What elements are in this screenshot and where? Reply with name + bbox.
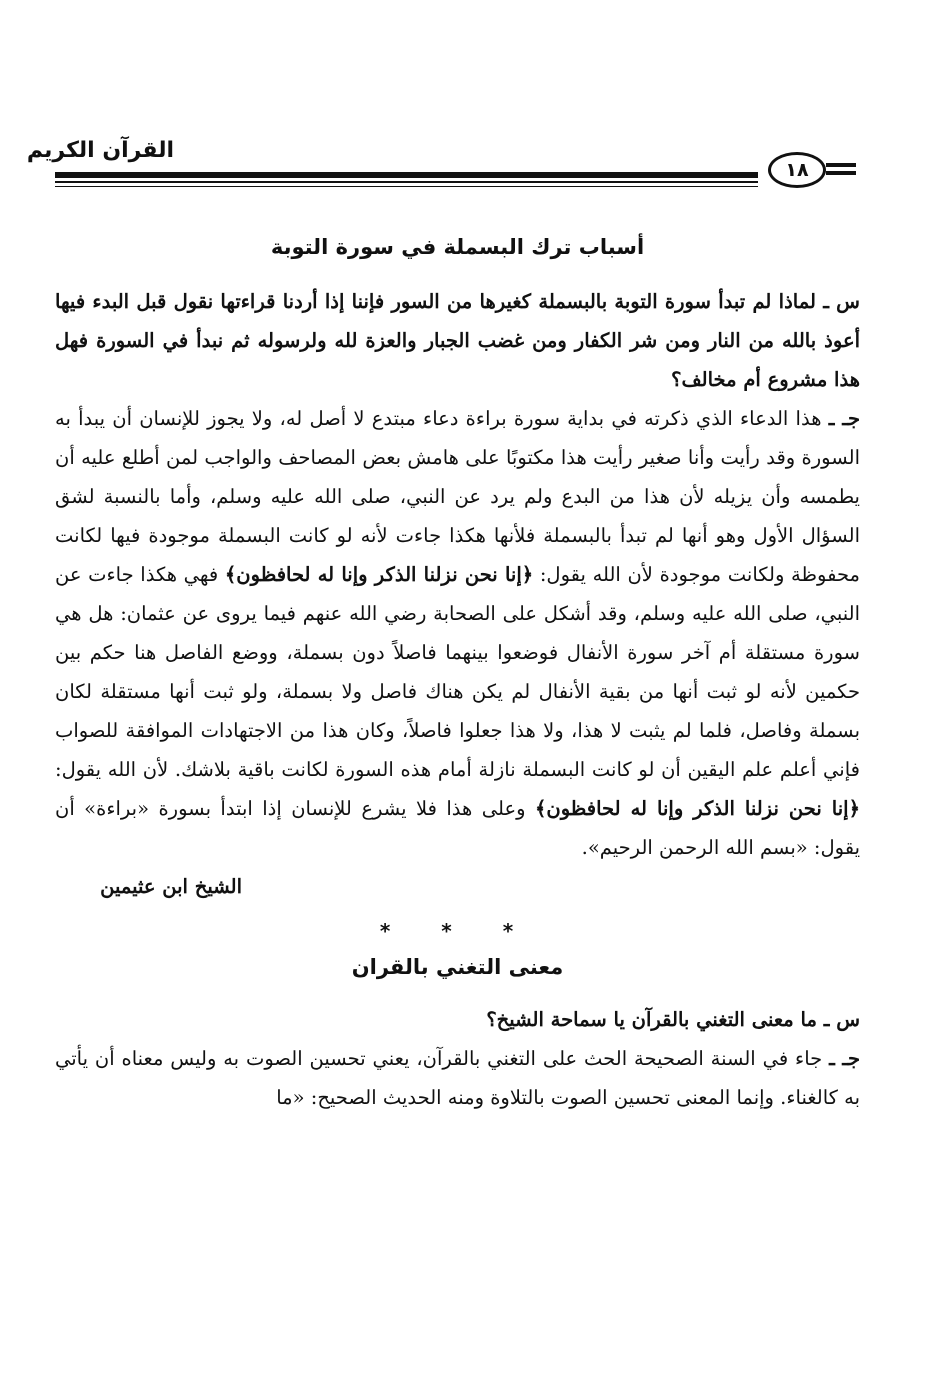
section-heading-basmala: أسباب ترك البسملة في سورة التوبة [270, 235, 645, 259]
running-header-title: القرآن الكريم [26, 138, 174, 163]
answer-paragraph [55, 1039, 860, 1117]
header-rule-thin [55, 181, 758, 183]
question-paragraph [55, 282, 860, 399]
page-number: ١٨ [768, 152, 826, 188]
section-separator: * * * [379, 919, 536, 943]
section-heading-taghanni: معنى التغني بالقران [351, 955, 564, 979]
answer-paragraph [55, 399, 860, 867]
page-number-ornament-upper [826, 163, 856, 167]
answer-marker: جـ ـ [828, 407, 861, 430]
question-marker: س ـ [823, 290, 860, 313]
question-text: ما معنى التغني بالقرآن يا سماحة الشيخ؟ [486, 1008, 817, 1031]
header-rule-thin-lower [55, 186, 758, 187]
answer-signature: الشيخ ابن عثيمين [100, 875, 242, 898]
answer-marker: جـ ـ [829, 1047, 861, 1070]
answer-text-part-3: وعلى هذا فلا يشرع للإنسان إذا ابتدأ بسورة «براءة» أن يقول: «بسم الله الرحمن الرحيم». [55, 797, 860, 859]
page-content [55, 232, 860, 1117]
quran-verse: ﴿إنا نحن نزلنا الذكر وإنا له لحافظون﴾ [224, 563, 534, 586]
question-marker: س ـ [823, 1008, 860, 1031]
answer-text-part-1: هذا الدعاء الذي ذكرته في بداية سورة براءة دعاء مبتدع لا أصل له، ولا يجوز للإنسان أن يبدأ به السورة وقد رأيت وأنا صغير رأيت هذا مكتوبًا على هامش بعض المصاحف والواجب لمن أطلع عليه أن يطمسه وأن يزيله لأن هذا من البدع ولم يرد عن النبي، صلى الله عليه وسلم، وأما بالنسبة لشق السؤال الأول وهو أنها لم تبدأ بالبسملة فلأنها هكذا جاءت لأنه لو كانت البسملة موجودة فيها لكانت محفوظة ولكانت موجودة لأن الله يقول: [55, 407, 861, 586]
answer-text-part-2: فهي هكذا جاءت عن النبي، صلى الله عليه وسلم، وقد أشكل على الصحابة رضي الله عنهم فيما يروى عن عثمان: هل هي سورة مستقلة أم آخر سورة الأنفال فوضعوا بينهما فاصلاً دون بسملة، ووضع الفاصل هنا حكم بين حكمين لأنه لو ثبت أنها من بقية الأنفال لم يكن هناك فاصل ولا بسملة، ولو ثبت أنها مستقلة لكان بسملة وفاصل، فلما لم يثبت لا هذا، ولا هذا جعلوا فاصلاً، وكان هذا من الاجتهادات الموافقة للصواب فإني أعلم علم اليقين أن لو كانت البسملة نازلة أمام هذه السورة لكانت باقية بلاشك. لأن الله يقول: [55, 563, 860, 781]
question-paragraph [55, 1000, 860, 1039]
quran-verse: ﴿إنا نحن نزلنا الذكر وإنا له لحافظون﴾ [534, 797, 861, 820]
header-rule [55, 172, 758, 178]
answer-text: جاء في السنة الصحيحة الحث على التغني بالقرآن، يعني تحسين الصوت به وليس معناه أن يأتي به كالغناء. وإنما المعنى تحسين الصوت بالتلاوة ومنه الحديث الصحيح: «ما [55, 1047, 860, 1109]
page-number-ornament-lower [826, 171, 856, 175]
question-text: لماذا لم تبدأ سورة التوبة بالبسملة كغيرها من السور فإننا إذا أردنا قراءتها نقول قبل البدء فيها أعوذ بالله من النار ومن شر الكفار ومن غضب الجبار والعزة لله ولرسوله ثم نبدأ في السورة فهل هذا مشروع أم مخالف؟ [55, 290, 860, 391]
